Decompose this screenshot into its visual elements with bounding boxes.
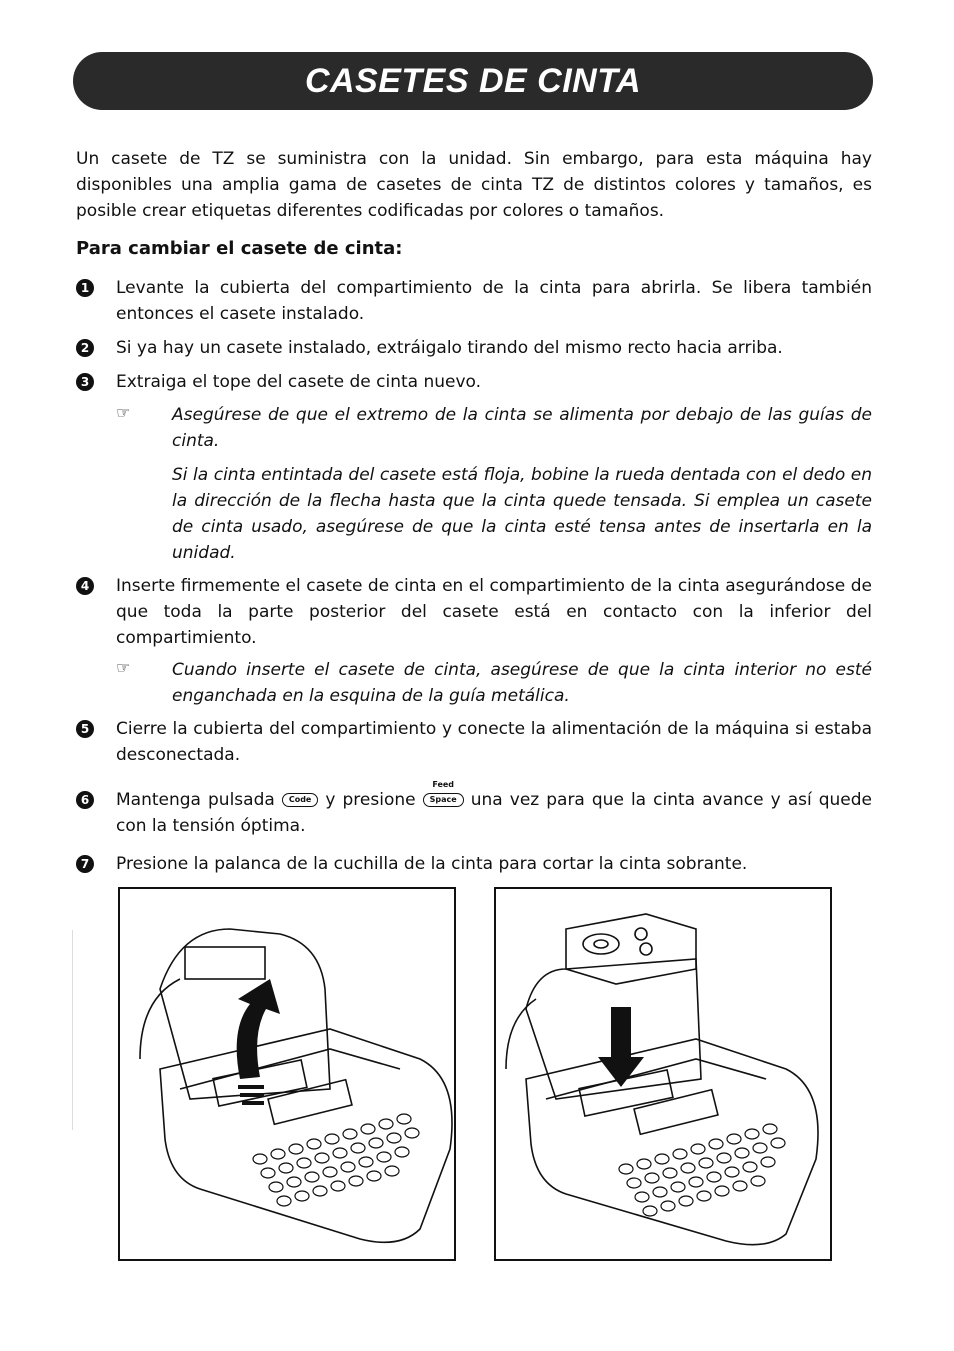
step-2 [76,335,872,361]
step-1 [76,275,872,327]
pointing-hand-icon: ☞ [116,403,131,422]
figure-open-cover [118,887,456,1261]
section-heading: Para cambiar el casete de cinta: [76,238,403,259]
note-text: Cuando inserte el casete de cinta, asegúrese de que la cinta interior no esté enganchada en la esquina de la guía metálica. [172,660,872,706]
label-printer-illustration [120,889,454,1259]
step-5 [76,716,872,768]
step-text-part: Mantenga pulsada [116,790,275,810]
keypad [253,1114,419,1206]
step-text: Levante la cubierta del compartimiento de la cinta para abrirla. Se libera también entonces el casete instalado. [116,278,872,324]
label-printer-illustration [496,889,830,1259]
note-step4 [116,657,872,709]
step-4 [76,573,872,651]
step-text-part: y presione [325,790,416,810]
title-banner [73,52,873,110]
step-number: 2 [76,339,94,357]
figure-insert-cassette [494,887,832,1261]
step-text: Inserte firmemente el casete de cinta en el compartimiento de la cinta asegurándose de que toda la parte posterior del casete está en contacto con la inferior del compartimiento. [116,576,872,648]
note-step3 [116,402,872,454]
note-text: Asegúrese de que el extremo de la cinta se alimenta por debajo de las guías de cinta. [172,405,872,451]
pointing-hand-icon: ☞ [116,658,131,677]
step-text [116,780,873,839]
note-step3-b [116,462,872,566]
step-3 [76,369,872,395]
step-number: 3 [76,373,94,391]
code-key: Code [282,793,319,807]
space-label: Space [429,795,457,804]
step-text: Presione la palanca de la cuchilla de la cinta para cortar la cinta sobrante. [116,854,748,874]
space-key [423,780,464,807]
intro-paragraph: Un casete de TZ se suministra con la unidad. Sin embargo, para esta máquina hay disponibles una amplia gama de casetes de cinta TZ de distintos colores y tamaños, es posible crear etiquetas diferentes codificadas por colores o tamaños. [76,149,872,221]
step-text-part: una vez para que la cinta avance y así quede con la tensión óptima. [116,790,873,836]
note-text: Si la cinta entintada del casete está floja, bobine la rueda dentada con el dedo en la dirección de la flecha hasta que la cinta quede tensada. Si emplea un casete de cinta usado, asegúrese de que la cinta esté tensa antes de insertarla en la unidad. [172,465,872,563]
step-number: 1 [76,279,94,297]
step-7 [76,851,872,877]
step-text: Si ya hay un casete instalado, extráigalo tirando del mismo recto hacia arriba. [116,338,783,358]
step-6 [76,780,873,839]
step-text: Extraiga el tope del casete de cinta nuevo. [116,372,482,392]
step-number: 6 [76,791,94,809]
step-number: 4 [76,577,94,595]
page-title: CASETES DE CINTA [304,61,642,100]
step-number: 7 [76,855,94,873]
margin-rule [72,930,73,1130]
step-number: 5 [76,720,94,738]
step-text: Cierre la cubierta del compartimiento y conecte la alimentación de la máquina si estaba desconectada. [116,719,872,765]
feed-label: Feed [432,780,455,789]
keypad [619,1124,785,1216]
